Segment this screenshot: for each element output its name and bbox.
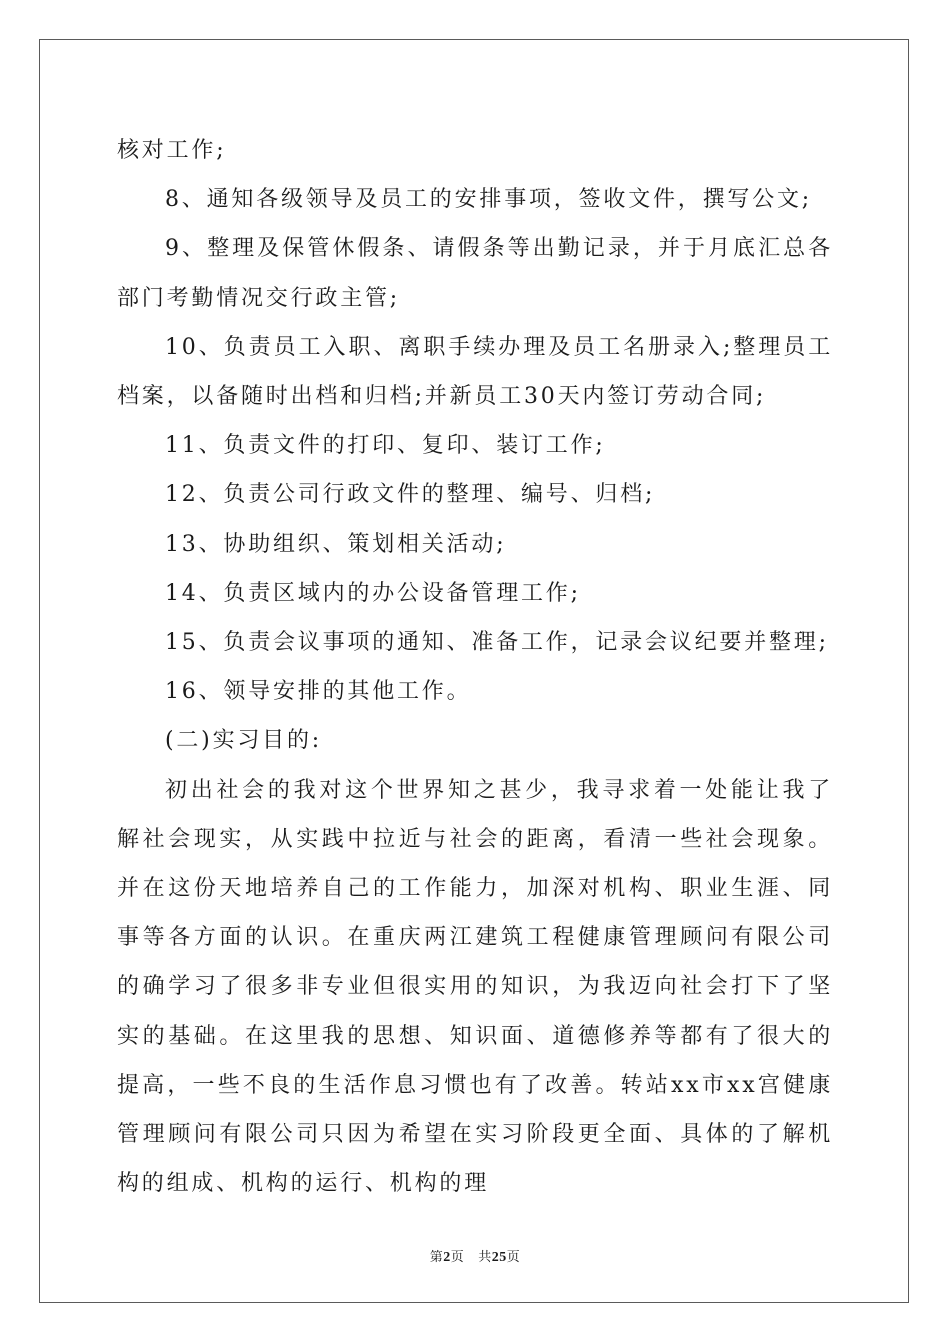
total-suffix: 页 bbox=[506, 1250, 521, 1265]
paragraph-1: 核对工作; bbox=[117, 138, 227, 163]
page-suffix: 页 bbox=[450, 1250, 465, 1265]
paragraph-12: 初出社会的我对这个世界知之甚少，我寻求着一处能让我了解社会现实，从实践中拉近与社会的距离，看清一些社会现象。并在这份天地培养自己的工作能力，加深对机构、职业生涯、同事等各方面的认识。在重庆两江建筑工程健康管理顾问有限公司的确学习了很多非专业但很实用的知识，为我迈向社会打下了坚实的基础。在这里我的思想、知识面、道德修养等都有了很大的提高，一些不良的生活作息习惯也有了改善。转站xx市xx宫健康管理顾问有限公司只因为希望在实习阶段更全面、具体的了解机构的组成、机构的运行、机构的理 bbox=[117, 777, 833, 1197]
paragraph-10: 16、领导安排的其他工作。 bbox=[165, 679, 472, 705]
total-pages: 25 bbox=[491, 1250, 507, 1265]
paragraph-4: 10、负责员工入职、离职手续办理及员工名册录入;整理员工档案，以备随时出档和归档;并新员工30天内签订劳动合同; bbox=[117, 334, 833, 410]
paragraph-3: 9、整理及保管休假条、请假条等出勤记录，并于月底汇总各部门考勤情况交行政主管; bbox=[117, 236, 833, 311]
page-footer bbox=[0, 1246, 950, 1266]
document-body bbox=[117, 126, 833, 1208]
section-heading: (二)实习目的: bbox=[165, 728, 322, 754]
paragraph-6: 12、负责公司行政文件的整理、编号、归档; bbox=[165, 482, 656, 508]
paragraph-5: 11、负责文件的打印、复印、装订工作; bbox=[165, 433, 606, 459]
paragraph-7: 13、协助组织、策划相关活动; bbox=[165, 531, 507, 557]
paragraph-2: 8、通知各级领导及员工的安排事项，签收文件，撰写公文; bbox=[165, 187, 813, 213]
total-prefix: 共 bbox=[478, 1250, 492, 1265]
paragraph-8: 14、负责区域内的办公设备管理工作; bbox=[165, 580, 581, 606]
page-number: 2 bbox=[443, 1250, 451, 1265]
page-prefix: 第 bbox=[429, 1250, 444, 1265]
paragraph-9: 15、负责会议事项的通知、准备工作，记录会议纪要并整理; bbox=[165, 630, 829, 656]
